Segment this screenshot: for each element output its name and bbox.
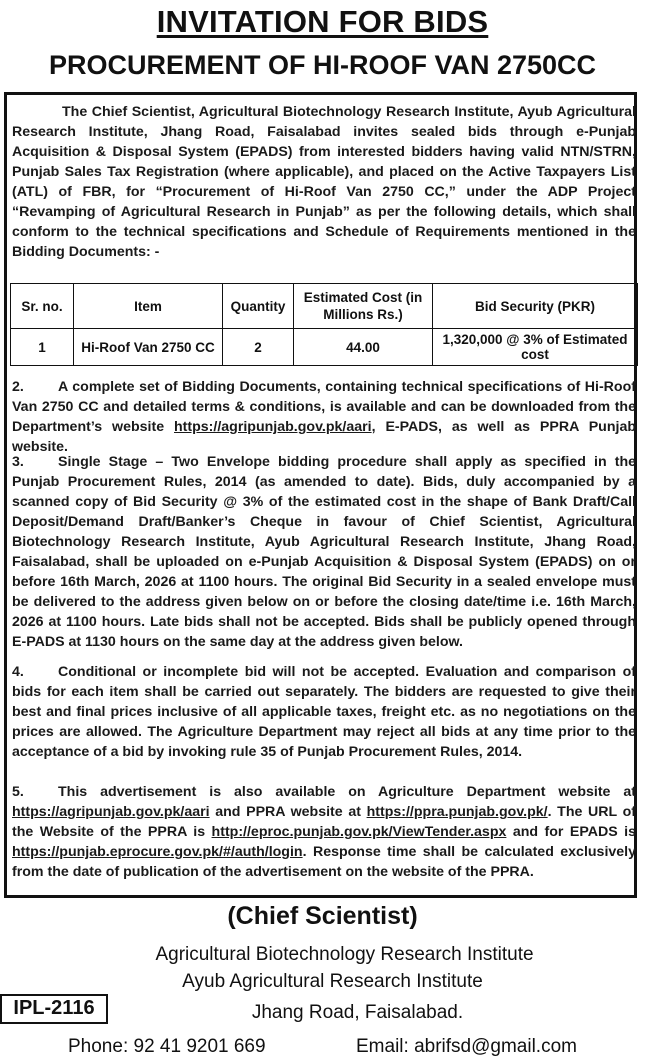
table-row bbox=[11, 329, 638, 366]
paragraph-4: 4. Conditional or incomplete bid will not be accepted. Evaluation and comparison of bids for each item shall be carried out separately. The bidders are requested to give their best and final prices inclusive of all applicable taxes, freight etc. as no negotiations on the prices are allowed. The Agriculture Department may reject all bids at any time prior to the acceptance of a bid by invoking rule 35 of Punjab Procurement Rules, 2014. bbox=[12, 664, 636, 760]
col-quantity: Quantity bbox=[223, 284, 294, 329]
ppra-tender-link[interactable]: http://eproc.punjab.gov.pk/ViewTender.aspx bbox=[211, 824, 507, 840]
col-estimated-cost: Estimated Cost (in Millions Rs.) bbox=[294, 284, 433, 329]
cell-estimated-cost: 44.00 bbox=[294, 329, 433, 366]
cell-item: Hi-Roof Van 2750 CC bbox=[74, 329, 223, 366]
col-sr-no: Sr. no. bbox=[11, 284, 74, 329]
col-bid-security: Bid Security (PKR) bbox=[433, 284, 638, 329]
cell-sr-no: 1 bbox=[11, 329, 74, 366]
signatory-title: (Chief Scientist) bbox=[227, 902, 418, 930]
col-item: Item bbox=[74, 284, 223, 329]
page-subtitle: PROCUREMENT OF HI-ROOF VAN 2750CC bbox=[48, 50, 597, 80]
paragraph-2: 2. A complete set of Bidding Documents, containing technical specifications of Hi-Roof Van 2750 CC and detailed terms & conditions, is available and can be downloaded from the Department’s website https://agripunjab.gov.pk/aari, E-PADS, as well as PPRA Punjab website. bbox=[12, 379, 636, 455]
epads-login-link[interactable]: https://punjab.eprocure.gov.pk/#/auth/login bbox=[12, 844, 303, 860]
parent-institute-name: Ayub Agricultural Research Institute bbox=[182, 971, 483, 992]
institute-name: Agricultural Biotechnology Research Institute bbox=[155, 944, 534, 965]
page-title: INVITATION FOR BIDS bbox=[156, 4, 489, 39]
paragraph-5: 5. This advertisement is also available on Agriculture Department website at https://agripunjab.gov.pk/aari and PPRA website at https://ppra.punjab.gov.pk/. The URL of the Website of the PPRA is http://eproc.punjab.gov.pk/ViewTender.aspx and for EPADS is https://punjab.eprocure.gov.pk/#/auth/login. Response time shall be calculated exclusively from the date of publication of the advertisement on the website of the PPRA. bbox=[12, 784, 637, 880]
email-address: Email: abrifsd@gmail.com bbox=[356, 1036, 577, 1057]
paragraph-3: 3. Single Stage – Two Envelope bidding procedure shall apply as specified in the Punjab Procurement Rules, 2014 (as amended to date). Bids, duly accompanied by a scanned copy of Bid Security @ 3% of the estimated cost in the shape of Bank Draft/Call Deposit/Demand Draft/Banker’s Cheque in favour of Chief Scientist, Agricultural Biotechnology Research Institute, Ayub Agricultural Research Institute, Jhang Road, Faisalabad, shall be uploaded on e-Punjab Acquisition & Disposal System (EPADS) on or before 16th March, 2026 at 1100 hours. The original Bid Security in a sealed envelope must be delivered to the address given below on or before the closing date/time i.e. 16th March, 2026 at 1100 hours. Late bids shall not be accepted. Bids shall be publicly opened through E-PADS at 1130 hours on the same day at the address given below. bbox=[12, 454, 636, 650]
ppra-website-link[interactable]: https://ppra.punjab.gov.pk/ bbox=[366, 804, 548, 820]
paragraph-number: 2. bbox=[12, 379, 24, 395]
cell-bid-security: 1,320,000 @ 3% of Estimated cost bbox=[433, 329, 638, 366]
paragraph-number: 5. bbox=[12, 784, 24, 800]
ipl-code-badge: IPL-2116 bbox=[0, 994, 108, 1024]
paragraph-number: 4. bbox=[12, 664, 24, 680]
phone-number: Phone: 92 41 9201 669 bbox=[68, 1036, 266, 1057]
address: Jhang Road, Faisalabad. bbox=[251, 1002, 464, 1023]
intro-paragraph: The Chief Scientist, Agricultural Biotechnology Research Institute, Ayub Agricultural Research Institute, Jhang Road, Faisalabad invites sealed bids through e-Punjab Acquisition & Disposal System (EPADS) from interested bidders having valid NTN/STRN, Punjab Sales Tax Registration (where applicable), and placed on the Active Taxpayers List (ATL) of FBR, for “Procurement of Hi-Roof Van 2750 CC,” under the ADP Project “Revamping of Agricultural Research in Punjab” as per the following details, which shall conform to the technical specifications and Schedule of Requirements mentioned in the Bidding Documents: - bbox=[12, 104, 636, 260]
agriculture-website-link[interactable]: https://agripunjab.gov.pk/aari bbox=[12, 804, 210, 820]
table-header-row bbox=[11, 284, 638, 329]
bids-table bbox=[10, 283, 638, 366]
paragraph-number: 3. bbox=[12, 454, 24, 470]
cell-quantity: 2 bbox=[223, 329, 294, 366]
aari-website-link[interactable]: https://agripunjab.gov.pk/aari bbox=[174, 419, 372, 435]
